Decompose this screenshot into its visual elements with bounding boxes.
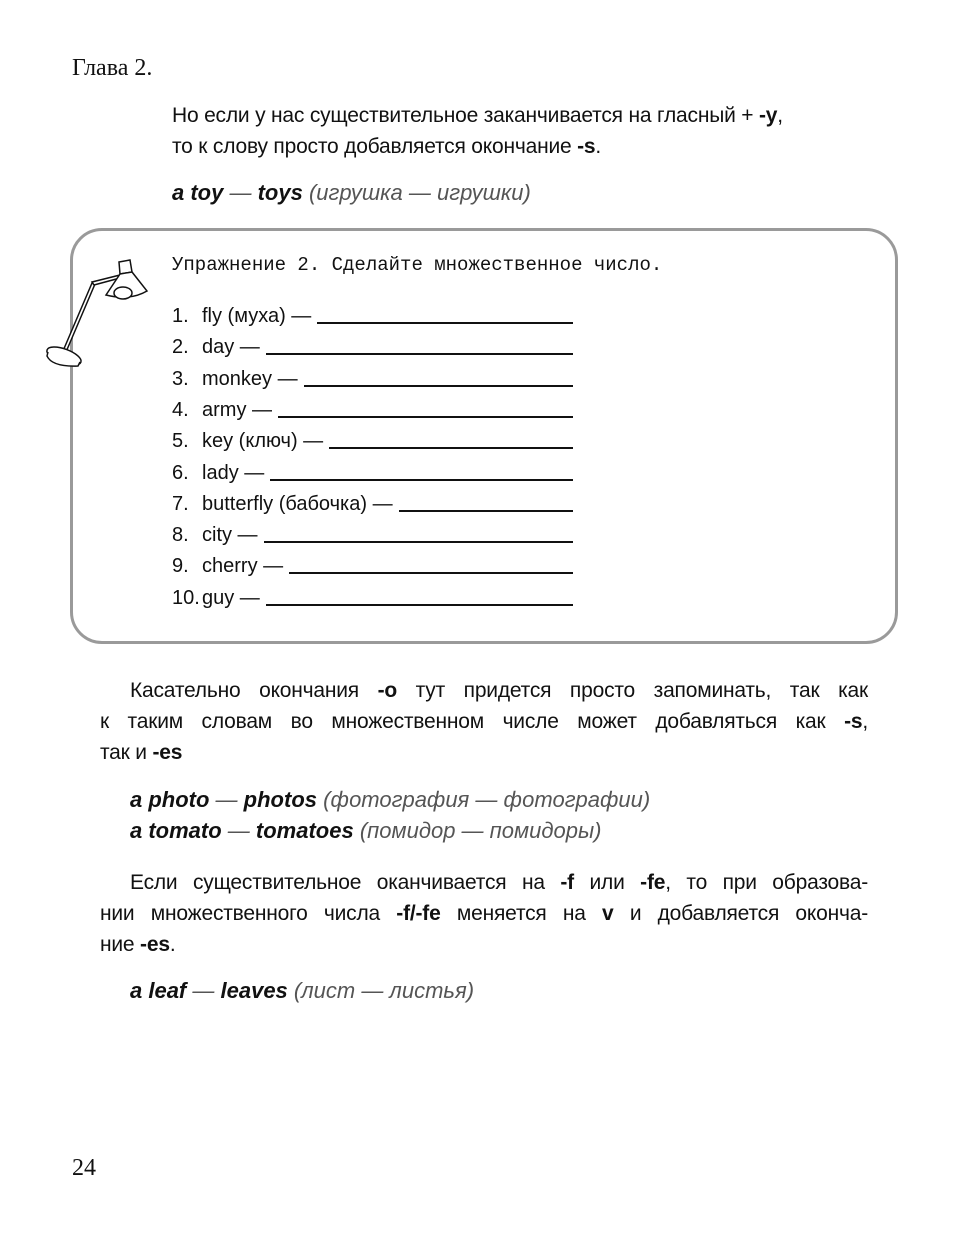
- bold-term: -es: [152, 741, 183, 764]
- item-number: 9.: [172, 555, 189, 578]
- text-segment: Если существительное оканчивается на: [130, 871, 561, 894]
- text-segment: , то при образова-: [665, 871, 868, 894]
- example: [130, 818, 601, 844]
- text-segment: ние: [100, 933, 141, 956]
- exercise-item: [172, 582, 573, 610]
- text-line: [172, 131, 601, 162]
- text-line: [130, 867, 868, 898]
- exercise-item: [172, 331, 573, 359]
- dash: —: [221, 818, 256, 843]
- answer-blank[interactable]: [266, 604, 573, 606]
- item-word: guy —: [202, 586, 260, 609]
- item-word: monkey —: [202, 367, 298, 390]
- bold-term: -o: [377, 679, 398, 702]
- answer-blank[interactable]: [329, 447, 573, 449]
- item-word: city —: [202, 524, 258, 547]
- text-segment: тут придется просто запоминать, так как: [397, 679, 868, 702]
- text-segment: так и: [100, 741, 153, 764]
- answer-blank[interactable]: [278, 416, 573, 418]
- text-line: [100, 737, 868, 768]
- exercise-item: [172, 519, 573, 547]
- item-word: butterfly (бабочка) —: [202, 492, 393, 515]
- text-segment: и добавляется оконча-: [613, 902, 868, 925]
- bold-term: -f/-fe: [396, 902, 441, 925]
- item-word: lady —: [202, 461, 265, 484]
- exercise-item: [172, 363, 573, 391]
- answer-blank[interactable]: [264, 541, 573, 543]
- singular: a leaf: [130, 978, 187, 1003]
- example-toy: [172, 180, 531, 206]
- text-segment: нии множественного числа: [100, 902, 397, 925]
- bold-term: -es: [140, 933, 170, 956]
- plural: toys: [257, 180, 303, 205]
- plural: tomatoes: [255, 818, 354, 843]
- text-segment: Но если у нас существительное заканчивается на гласный +: [172, 104, 759, 127]
- bold-term: -f: [560, 871, 574, 894]
- page-number: 24: [72, 1155, 96, 1181]
- item-number: 8.: [172, 524, 189, 547]
- dash: —: [223, 180, 258, 205]
- text-line: [130, 675, 868, 706]
- exercise-item: [172, 550, 573, 578]
- item-number: 4.: [172, 398, 189, 421]
- text-segment: меняется на: [440, 902, 603, 925]
- example: [130, 787, 650, 813]
- exercise-item: [172, 425, 573, 453]
- desk-lamp-icon: [40, 255, 160, 375]
- answer-blank[interactable]: [304, 385, 573, 387]
- exercise-item: [172, 300, 573, 328]
- text-segment: то к слову просто добавляется окончание: [172, 135, 578, 158]
- dash: —: [186, 978, 221, 1003]
- bold-term: -fe: [640, 871, 666, 894]
- item-number: 1.: [172, 305, 189, 327]
- singular: a tomato: [130, 818, 222, 843]
- plural: photos: [243, 787, 317, 812]
- answer-blank[interactable]: [270, 479, 573, 481]
- text-segment: или: [573, 871, 641, 894]
- text-segment: ,: [862, 710, 868, 733]
- exercise-item: [172, 488, 573, 516]
- text-line: [100, 706, 868, 737]
- plural: leaves: [220, 978, 288, 1003]
- translation: (помидор — помидоры): [353, 818, 602, 843]
- bold-term: -s: [577, 135, 596, 158]
- item-number: 2.: [172, 336, 189, 359]
- item-word: army —: [202, 398, 272, 421]
- answer-blank[interactable]: [399, 510, 573, 512]
- text-segment: ,: [777, 104, 783, 127]
- bold-term: -y: [758, 104, 778, 127]
- text-segment: к таким словам во множественном числе может добавляться как: [100, 710, 845, 733]
- answer-blank[interactable]: [266, 353, 573, 355]
- text-segment: .: [595, 135, 602, 158]
- translation: (фотография — фотографии): [317, 787, 651, 812]
- item-word: key (ключ) —: [202, 430, 324, 453]
- exercise-item: [172, 394, 573, 422]
- answer-blank[interactable]: [317, 322, 573, 324]
- exercise-title: Упражнение 2. Сделайте множественное число.: [172, 254, 663, 276]
- translation: (лист — листья): [287, 978, 475, 1003]
- item-word: fly (муха) —: [202, 305, 312, 327]
- translation: (игрушка — игрушки): [302, 180, 531, 205]
- item-number: 5.: [172, 430, 189, 453]
- dash: —: [209, 787, 244, 812]
- bold-term: -s: [844, 710, 863, 733]
- item-number: 7.: [172, 492, 189, 515]
- singular: a photo: [130, 787, 210, 812]
- exercise-item: [172, 457, 573, 485]
- item-word: day —: [202, 336, 260, 359]
- item-number: 10.: [172, 586, 200, 609]
- item-number: 3.: [172, 367, 189, 390]
- text-line: [100, 898, 868, 929]
- bold-term: v: [602, 902, 614, 925]
- example-leaf: [130, 978, 474, 1004]
- text-segment: .: [169, 933, 176, 956]
- text-segment: Касательно окончания: [130, 679, 378, 702]
- chapter-header: Глава 2.: [72, 55, 153, 81]
- text-line: [100, 929, 868, 960]
- item-word: cherry —: [202, 555, 284, 578]
- item-number: 6.: [172, 461, 189, 484]
- singular: a toy: [172, 180, 224, 205]
- answer-blank[interactable]: [289, 572, 573, 574]
- text-line: [172, 100, 783, 131]
